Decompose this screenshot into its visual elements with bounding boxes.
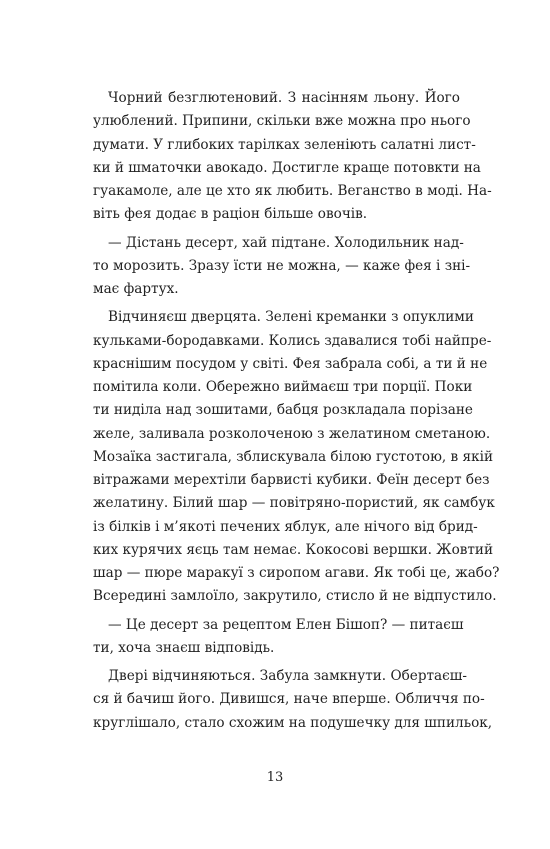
text-line: гуакамоле, але це хто як любить. Веганство в моді. На-: [93, 183, 492, 199]
text-line: ти ниділа над зошитами, бабця розкладала порізане: [93, 402, 473, 419]
text-line: кульками-бородавками. Колись здавалися тобі найпре-: [93, 332, 492, 349]
text-line: — Дістань десерт, хай підтане. Холодильник над-: [108, 234, 464, 251]
text-line: віть фея додає в раціон більше овочів.: [93, 206, 368, 223]
text-line: із білків і м’якоті печених яблук, але нічого від брид-: [93, 518, 478, 535]
page-number: 13: [266, 770, 284, 785]
text-line: вітражами мерехтіли барвисті кубики. Феїн десерт без: [93, 472, 490, 488]
paragraph: [93, 87, 492, 227]
text-line: Відчиняєш дверцята. Зелені креманки з опуклими: [108, 309, 474, 326]
text-line: ки й шматочки авокадо. Достигле краще потовкти на: [93, 159, 481, 176]
paragraph: [93, 665, 493, 735]
paragraph: [93, 232, 471, 302]
text-line: улюблений. Припини, скільки вже можна про нього: [93, 113, 471, 130]
text-line: желе, заливала розколоченою з желатином сметаною.: [93, 425, 491, 442]
text-line: ти, хоча знаєш відповідь.: [93, 639, 275, 656]
paragraph: [93, 306, 500, 608]
text-line: Мозаїка застигала, зблискувала білою густотою, в якій: [93, 448, 494, 465]
text-line: думати. У глибоких тарілках зеленіють салатні лист-: [93, 136, 476, 153]
text-line: краснішим посудом у світі. Фея забрала собі, а ти й не: [93, 355, 488, 372]
text-line: круглішало, стало схожим на подушечку для шпильок,: [93, 714, 493, 731]
text-line: шар — пюре маракуї з сиропом агави. Як тобі це, жабо?: [93, 565, 500, 581]
text-line: то морозить. Зразу їсти не можна, — каже фея і зні-: [93, 257, 471, 274]
text-line: Двері відчиняються. Забула замкнути. Обертаєш-: [108, 668, 467, 684]
body-text: [93, 87, 500, 735]
text-line: — Це десерт за рецептом Елен Бішоп? — питаєш: [108, 616, 464, 633]
text-line: Всередині замлоїло, закрутило, стисло й не відпустило.: [93, 588, 497, 605]
paragraph: [93, 614, 464, 661]
text-line: має фартух.: [93, 281, 179, 297]
text-line: ся й бачиш його. Дивишся, наче вперше. Обличчя по-: [93, 691, 485, 708]
text-line: Чорний безглютеновий. З насінням льону. Його: [108, 90, 460, 106]
text-line: желатину. Білий шар — повітряно-пористий, як самбук: [93, 495, 495, 512]
text-line: ких курячих яєць там немає. Кокосові вершки. Жовтий: [93, 541, 494, 558]
text-line: помітила коли. Обережно виймаєш три порції. Поки: [93, 379, 473, 395]
